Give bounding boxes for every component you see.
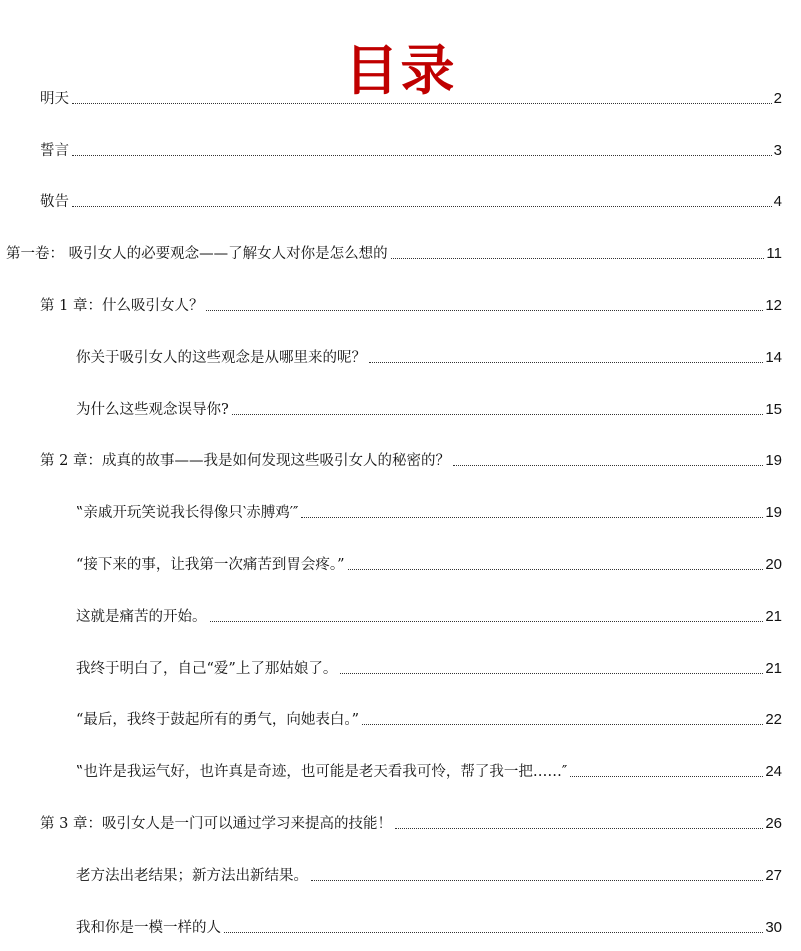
toc-entry[interactable] — [0, 536, 801, 588]
toc-entry-text: 敬告 — [40, 194, 69, 211]
toc-dot-leader — [369, 362, 763, 363]
toc-dot-leader — [570, 776, 763, 777]
toc-entry[interactable] — [0, 795, 801, 847]
toc-dot-leader — [311, 880, 763, 881]
toc-entry-line — [76, 349, 782, 367]
toc-dot-leader — [348, 569, 764, 570]
toc-dot-leader — [72, 206, 772, 207]
toc-entry[interactable] — [0, 433, 801, 485]
toc-page-number: 21 — [765, 607, 782, 625]
toc-page-number: 11 — [766, 245, 782, 263]
toc-entry[interactable] — [0, 70, 801, 122]
toc-dot-leader — [391, 258, 765, 259]
toc-entry[interactable] — [0, 122, 801, 174]
toc-page-number: 24 — [765, 763, 782, 781]
toc-entry-text: 誓言 — [40, 142, 69, 159]
toc-page-number: 22 — [765, 711, 782, 729]
toc-page-number: 30 — [765, 918, 782, 936]
toc-dot-leader — [340, 673, 763, 674]
toc-entry[interactable] — [0, 484, 801, 536]
toc-entry-text: 这就是痛苦的开始。 — [76, 608, 207, 625]
toc-entry-text: 为什么这些观念误导你? — [76, 401, 229, 418]
toc-entry-text: 你关于吸引女人的这些观念是从哪里来的呢？ — [76, 349, 366, 366]
toc-entry-text: 明天 — [40, 90, 69, 107]
toc-entry-text: “最后，我终于鼓起所有的勇气，向她表白。” — [76, 712, 360, 729]
toc-dot-leader — [224, 932, 763, 933]
toc-entry-line — [40, 297, 782, 315]
toc-entry-line — [76, 608, 782, 626]
toc-entry[interactable] — [0, 277, 801, 329]
toc-page-number: 27 — [765, 866, 782, 884]
toc-entry[interactable] — [0, 381, 801, 433]
toc-dot-leader — [72, 155, 772, 156]
toc-entry[interactable] — [0, 588, 801, 640]
toc-page-number: 12 — [765, 296, 782, 314]
toc-page-number: 20 — [765, 555, 782, 573]
toc-entry[interactable] — [0, 899, 801, 951]
toc-page-number: 19 — [765, 504, 782, 522]
toc-entry-line — [40, 142, 782, 160]
toc-entry-text: 第一卷： 吸引女人的必要观念——了解女人对你是怎么想的 — [6, 246, 388, 263]
toc-entry-text: ‟亲戚开玩笑说我长得像只‵赤膊鸡′″ — [76, 505, 299, 522]
toc-entry-text: ‟也许是我运气好，也许真是奇迹，也可能是老天看我可怜，帮了我一把……″ — [76, 764, 568, 781]
toc-page-number: 3 — [773, 141, 782, 159]
toc-entry-text: 第 3 章：吸引女人是一门可以通过学习来提高的技能！ — [40, 815, 392, 832]
toc-entry[interactable] — [0, 225, 801, 277]
toc-entry[interactable] — [0, 692, 801, 744]
toc-page-number: 15 — [765, 400, 782, 418]
toc-page-number: 26 — [765, 814, 782, 832]
toc-entry-line — [76, 556, 782, 574]
toc-entry-text: 第 2 章：成真的故事——我是如何发现这些吸引女人的秘密的？ — [40, 453, 450, 470]
toc-entry-text: “接下来的事，让我第一次痛苦到胃会疼。” — [76, 556, 345, 573]
toc-dot-leader — [210, 621, 764, 622]
toc-dot-leader — [395, 828, 763, 829]
toc-entry-text: 我和你是一模一样的人 — [76, 919, 221, 936]
toc-entry-line — [40, 452, 782, 470]
toc-entry[interactable] — [0, 847, 801, 899]
toc-entry[interactable] — [0, 174, 801, 226]
toc-dot-leader — [453, 465, 763, 466]
toc-page-number: 14 — [765, 348, 782, 366]
toc-entry-text: 我终于明白了，自己“爱”上了那姑娘了。 — [76, 660, 338, 677]
toc-entry[interactable] — [0, 640, 801, 692]
toc-dot-leader — [362, 724, 763, 725]
toc-entry-line — [40, 815, 782, 833]
toc-entry-line — [40, 193, 782, 211]
toc-title: 目录 — [344, 39, 457, 103]
toc-dot-leader — [72, 103, 772, 104]
toc-page-number: 19 — [765, 452, 782, 470]
toc-entry[interactable] — [0, 743, 801, 795]
toc-entry-line — [76, 763, 782, 781]
toc-entry-line — [40, 90, 782, 108]
toc-entry-text: 第 1 章：什么吸引女人？ — [40, 297, 204, 314]
toc-page-number: 21 — [765, 659, 782, 677]
toc-list — [0, 70, 801, 951]
toc-entry-line — [76, 867, 782, 885]
toc-page-number: 4 — [773, 193, 782, 211]
toc-entry-text: 老方法出老结果；新方法出新结果。 — [76, 867, 308, 884]
toc-entry-line — [76, 919, 782, 937]
toc-dot-leader — [301, 517, 763, 518]
toc-dot-leader — [206, 310, 763, 311]
toc-entry[interactable] — [0, 329, 801, 381]
toc-entry-line — [6, 245, 782, 263]
toc-entry-line — [76, 711, 782, 729]
toc-page-number: 2 — [773, 89, 782, 107]
toc-dot-leader — [232, 414, 764, 415]
toc-entry-line — [76, 660, 782, 678]
toc-entry-line — [76, 504, 782, 522]
toc-entry-line — [76, 401, 782, 419]
